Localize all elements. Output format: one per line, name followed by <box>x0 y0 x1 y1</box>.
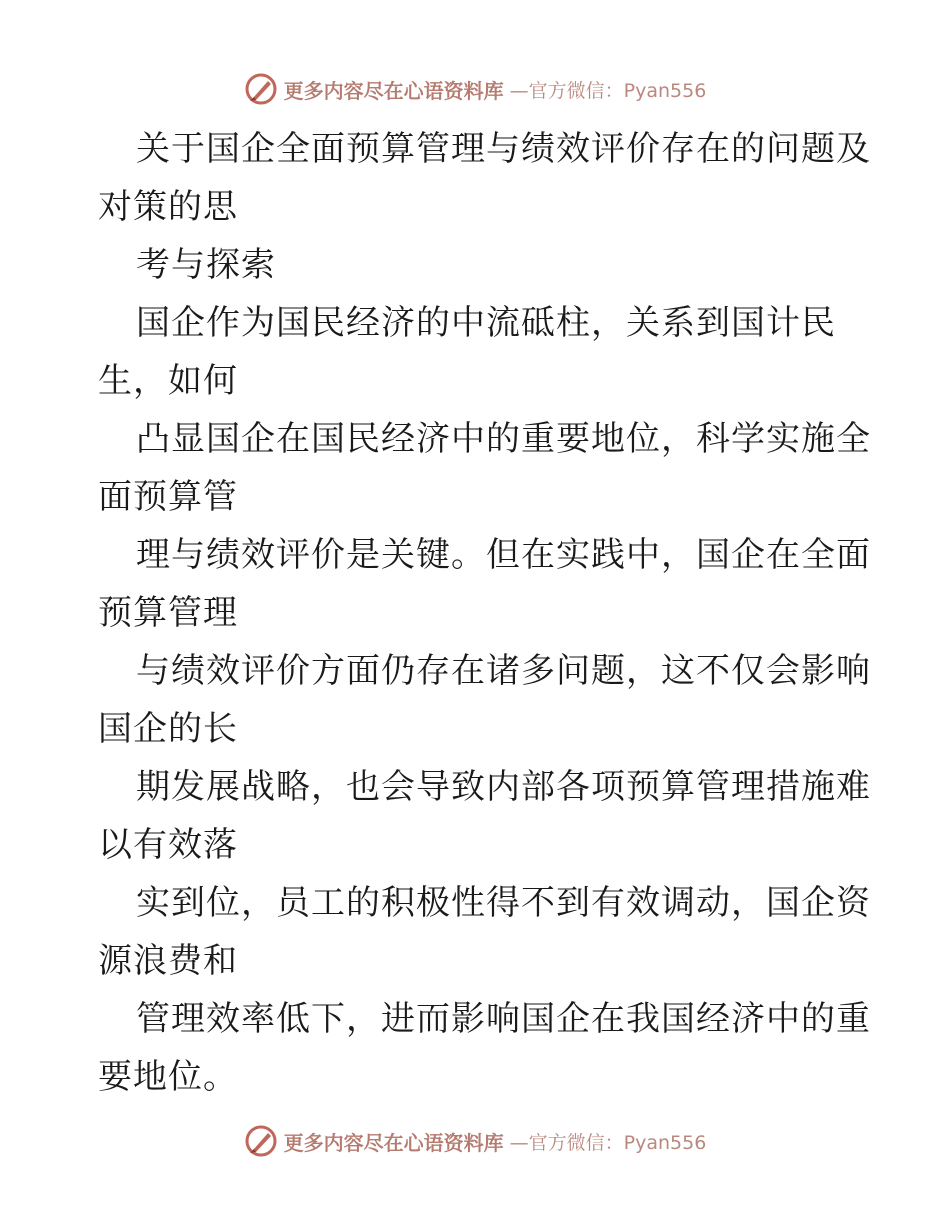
doc-line: 以有效落 <box>98 825 238 865</box>
doc-line: 预算管理 <box>98 593 238 633</box>
doc-line: 面预算管 <box>98 477 238 517</box>
doc-line: 国企作为国民经济的中流砥柱，关系到国计民 <box>136 303 836 343</box>
doc-line: 与绩效评价方面仍存在诸多问题，这不仅会影响 <box>136 651 871 691</box>
doc-line: 源浪费和 <box>98 941 238 981</box>
doc-line-title-2: 对策的思 <box>98 187 238 227</box>
footer-banner-suffix: —官方微信：Pyan556 <box>509 1131 707 1154</box>
doc-line: 国企的长 <box>98 709 238 749</box>
footer-banner-text: 更多内容尽在心语资料库 <box>283 1130 504 1155</box>
doc-line: 凸显国企在国民经济中的重要地位，科学实施全 <box>136 419 871 459</box>
pen-logo-icon <box>244 1124 278 1158</box>
header-banner-suffix: —官方微信：Pyan556 <box>509 79 707 102</box>
doc-line: 要地位。 <box>98 1057 238 1097</box>
doc-line: 理与绩效评价是关键。但在实践中，国企在全面 <box>136 535 871 575</box>
doc-line: 期发展战略，也会导致内部各项预算管理措施难 <box>136 767 871 807</box>
footer-watermark-banner <box>0 1124 950 1158</box>
doc-line-title-1: 关于国企全面预算管理与绩效评价存在的问题及 <box>136 129 871 169</box>
header-watermark-banner <box>0 72 950 106</box>
doc-line: 生，如何 <box>98 361 238 401</box>
pen-logo-icon <box>244 72 278 106</box>
document-body <box>98 120 871 1106</box>
header-banner-text: 更多内容尽在心语资料库 <box>283 78 504 103</box>
doc-line: 管理效率低下，进而影响国企在我国经济中的重 <box>136 999 871 1039</box>
doc-line: 实到位，员工的积极性得不到有效调动，国企资 <box>136 883 871 923</box>
doc-line-title-3: 考与探索 <box>136 245 276 285</box>
